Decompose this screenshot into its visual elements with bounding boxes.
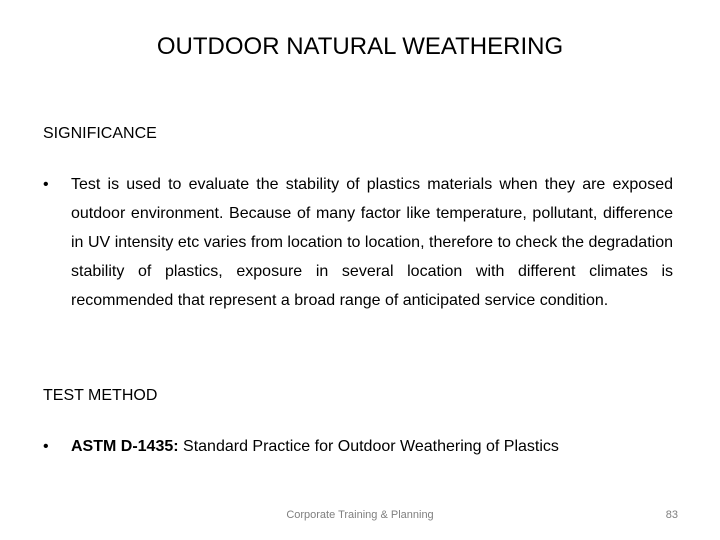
significance-bullet	[43, 170, 673, 315]
significance-heading: SIGNIFICANCE	[43, 125, 157, 142]
test-method-heading: TEST METHOD	[43, 387, 158, 404]
slide-title: OUTDOOR NATURAL WEATHERING	[156, 33, 564, 60]
bullet-icon: •	[43, 176, 49, 193]
test-method-text	[71, 432, 673, 461]
standard-code: ASTM D-1435:	[71, 438, 179, 455]
test-method-bullet	[43, 432, 673, 461]
page-number: 83	[665, 509, 678, 521]
significance-text: Test is used to evaluate the stability of plastics materials when they are exposed outdoor environment. Because of many factor like temperature, pollutant, difference in UV intensity etc varies from location to location, therefore to check the degradation stability of plastics, exposure in several location with different climates is recommended that represent a broad range of anticipated service condition.	[71, 176, 673, 309]
bullet-icon: •	[43, 438, 49, 455]
footer-organization: Corporate Training & Planning	[286, 509, 434, 521]
standard-description: Standard Practice for Outdoor Weathering of Plastics	[178, 438, 559, 455]
